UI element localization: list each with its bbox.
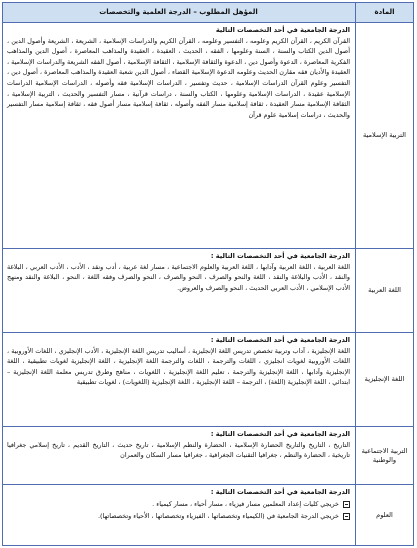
qualification-cell [3, 249, 355, 332]
qualification-cell [3, 427, 355, 484]
qualification-title: الدرجة الجامعية في أحد التخصصات التالية [215, 26, 350, 34]
qualification-text: التاريخ ، التاريخ والتاريخ الحضارة الإسلامية ، الحضارة والنظم الإسلامية ، تاريخ حديث ، التاريخ القديم ، تاريخ إسلامي جغرافيا تاريخية ، الحضارة والنظم ، جغرافيا التقنيات الجغرافية ، جغرافيا مسار السكان والعمران [7, 440, 350, 460]
qualification-text: القرآن الكريم ، القرآن الكريم وعلومه ، التفسير وعلومه ، القرآن الكريم والدراسات الإسلامية ، الشريعة ، الشريعة وأصول الدين ، أصول الدين الكتاب والسنة ، السنة وعلومها ، الفقه ، الحديث ، العقيدة ، العقيدة والمذاهب المعاصرة ، أصول الدين والمذاهب الفكرية المعاصرة ، الدعوة وأصول دين ، الدعوة والثقافة الإسلامية ، الثقافة الإسلامية ، أصول الفقه الشريعة والدراسات الإسلامية ، العقيدة والأديان فقه مقارن الحديث وعلومه الدعوة الإسلامية القضاء ، أصول الدين شعبة العقيدة والمذاهب المعاصرة ، أصول دين ، التفسير وعلوم القرآن الدراسات الإسلامية ، حديث وتفسير ، الدراسات الإسلامية فقه وأصوله ، الدراسات الإسلامية الدراسات الإسلامية عقيدة ، الدراسات الإسلامية وعلومها ، الكتاب والسنة ، دراسات قرآنية ، مسار التفسير والحديث ، التربية الإسلامية ، الثقافة الإسلامية مسار العقيدة ، ثقافة إسلامية مسار الفقه وأصوله ، ثقافة إسلامية مسار أصول فقه ، ثقافة إسلامية مسار التفسير والحديث ، دراسات إسلامية علوم قرآن [7, 36, 350, 119]
qualification-text: اللغة الإنجليزية ، آداب وتربية تخصص تدريس اللغة الإنجليزية ، أساليب تدريس اللغة الإنجليزية ، الأدب الإنجليزي ، اللغات الأوروبية ، اللغات الأوروبية لغويات انجليزي ، اللغات والترجمة ، اللغات والترجمة اللغة الإنجليزية ، اللغة الإنجليزية لغويات تطبيقية ، اللغة الإنجليزية وآدابها ، اللغة الإنجليزية والترجمة ، تعليم اللغة الإنجليزية ، اللغويات ، مناهج وطرق تدريس معلمة اللغة الإنجليزية – ابتدائي ، اللغة الإنجليزية (اللغة) ، الترجمة – اللغة الإنجليزية ، اللغة الإنجليزية (اللغويات) ، لغويات تطبيقية [7, 346, 350, 387]
subject-cell: التربية الاجتماعية والوطنية [355, 427, 413, 484]
table-row [3, 249, 413, 333]
table-row [3, 333, 413, 427]
bullet-box-icon [343, 501, 350, 508]
list-item [7, 499, 350, 510]
qualification-text: اللغة العربية ، اللغة العربية وآدابها ، اللغة العربية والعلوم الاجتماعية ، مسار لغة عربية ، أدب ونقد ، الأدب ، الأدب العربي ، البلاغة والنقد ، الأدب والبلاغة والنقد ، اللغة والنحو والصرف ، النحو والصرف ، النحو والصرف وفقه اللغة ، النحو ، البلاغة والنقد ومنهج الأدب الإسلامي ، الأدب العربي الحديث ، النحو والصرف والعروض. [7, 262, 350, 292]
table-header-row [3, 3, 413, 23]
list-item [7, 511, 350, 522]
table-row [3, 427, 413, 485]
header-qualification: المؤهل المطلوب – الدرجة العلمية والتخصصات [99, 8, 258, 17]
subject-cell: اللغة الإنجليزية [355, 333, 413, 426]
list-item-text: خريجي الدرجة الجامعية في (الكيمياء وتخصصاتها ، الفيزياء وتخصصاتها ، الأحياء وتخصصاتها). [98, 512, 339, 520]
table-row [3, 23, 413, 249]
qualification-title: الدرجة الجامعية في أحد التخصصات التالية : [210, 252, 350, 260]
bullet-box-icon [343, 513, 350, 520]
table-row [3, 485, 413, 546]
qualification-title: الدرجة الجامعية في أحد التخصصات التالية : [210, 488, 350, 496]
qualification-cell [3, 485, 355, 546]
qualification-cell [3, 23, 355, 248]
subject-cell: العلوم [355, 485, 413, 546]
qualification-cell [3, 333, 355, 426]
qualifications-table [2, 2, 414, 546]
header-subject: المادة [355, 3, 413, 22]
qualification-title: الدرجة الجامعية في أحد التخصصات التالية : [210, 430, 350, 438]
qualification-title: الدرجة الجامعية في أحد التخصصات التالية : [210, 336, 350, 344]
subject-cell: التربية الإسلامية [355, 23, 413, 248]
list-item-text: خريجي كليات إعداد المعلمين مسار فيزياء ، مسار أحياء ، مسار كيمياء . [152, 500, 339, 508]
subject-cell: اللغة العربية [355, 249, 413, 332]
